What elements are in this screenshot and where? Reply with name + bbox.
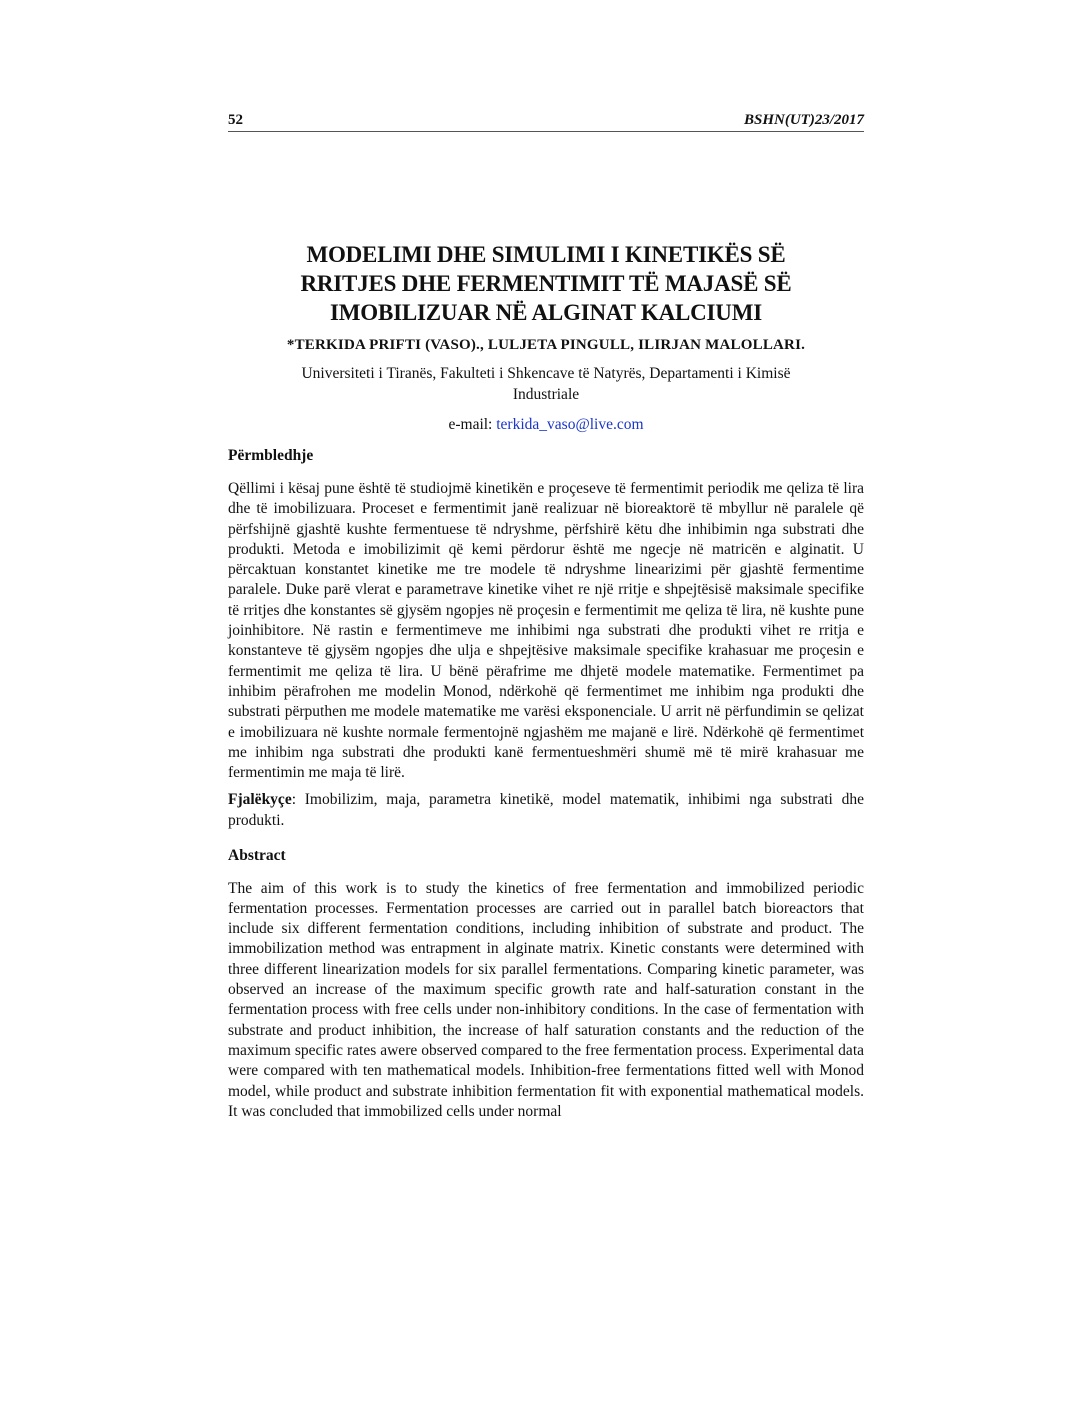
title-line-1: MODELIMI DHE SIMULIMI I KINETIKËS SË <box>306 242 786 267</box>
albanian-abstract-heading: Përmbledhje <box>228 447 314 464</box>
email-label: e-mail: <box>448 416 497 433</box>
email-link[interactable]: terkida_vaso@live.com <box>496 416 644 433</box>
affiliation <box>228 363 864 405</box>
paper-page <box>228 112 864 1122</box>
english-abstract-text: The aim of this work is to study the kinetics of free fermentation and immobilized periodic fermentation processes. Fermentation processes are carried out in parallel batch bioreactors that include six different fermentation conditions, including inhibition of substrate and product. The immobilization method was entrapment in alginate matrix. Kinetic constants were determined with three different linearization models for six parallel fermentations. Comparing kinetic parameter, was observed an increase of the maximum specific growth rate and half-saturation constant in the fermentation process with free cells under non-inhibitory conditions. In the case of fermentation with substrate and product inhibition, the increase of half saturation constants and the reduction of the maximum specific rates awere observed compared to the free fermentation process. Experimental data were compared with ten mathematical models. Inhibition-free fermentations fitted well with Monod model, while product and substrate inhibition fermentation fit with exponential mathematical models. It was concluded that immobilized cells under normal <box>228 879 864 1120</box>
title-line-2: RRITJES DHE FERMENTIMIT TË MAJASË SË <box>300 271 792 296</box>
english-abstract-heading: Abstract <box>228 846 286 864</box>
keywords-label: Fjalëkyçe <box>228 791 292 809</box>
page-number: 52 <box>228 112 243 128</box>
article-title <box>228 240 864 327</box>
affiliation-line-1: Universiteti i Tiranës, Fakulteti i Shkencave të Natyrës, Departamenti i Kimisë <box>301 365 791 382</box>
title-line-3: IMOBILIZUAR NË ALGINAT KALCIUMI <box>330 300 762 325</box>
running-header <box>228 112 864 132</box>
journal-reference: BSHN(UT)23/2017 <box>744 112 864 128</box>
albanian-abstract-text: Qëllimi i kësaj pune është të studiojmë kinetikën e proçeseve të fermentimit periodik me qeliza të lira dhe të imobilizuara. Proceset e fermentimit janë realizuar në bioreaktorë të mbyllur në paralele që përfshijnë gjashtë kushte fermentuese të ndryshme, përfshirë këtu dhe inhibimin nga substrati dhe produkti. Metoda e imobilizimit që kemi përdorur është me ngecje në matricën e alginatit. U përcaktuan konstantet kinetike me tre modele të ndryshme linearizimi për gjashtë fermentime paralele. Duke parë vlerat e parametrave kinetike vihet re një rritje e shpejtësisë maksimale specifike të rritjes dhe konstantes së gjysëm ngopjes në proçesin e fermentimit me qeliza të lira, në kushte pune joinhibitore. Në rastin e fermentimeve me inhibimi nga substrati dhe produkti vihet re rritja e konstanteve të gjysëm ngopjes dhe ulja e shpejtësive maksimale specifike krahasuar me proçesin e fermentimit me qeliza të lira. U bënë përafrime me dhjetë modele matematike. Fermentimet pa inhibim përafrohen me modelin Monod, ndërkohë që fermentimet me inhibim nga produkti dhe substrati përputhen me modele matematike me varësi eksponenciale. U arrit në përfundimin se qelizat e imobilizuara në kushte normale fermentojnë ngjashëm me majanë e lirë. Ndërkohë që fermentimet me inhibim nga substrati dhe produkti kanë fermentueshmëri shumë më të mirë krahasuar me fermentimin me maja të lirë. <box>228 480 864 782</box>
contact-email <box>228 416 864 434</box>
keywords <box>228 790 864 831</box>
author-list: *TERKIDA PRIFTI (VASO)., LULJETA PINGULL, ILIRJAN MALOLLARI. <box>286 337 806 353</box>
affiliation-line-2: Industriale <box>512 386 580 403</box>
keywords-text: : Imobilizim, maja, parametra kinetikë, model matematik, inhibimi nga substrati dhe produkti. <box>228 791 864 829</box>
